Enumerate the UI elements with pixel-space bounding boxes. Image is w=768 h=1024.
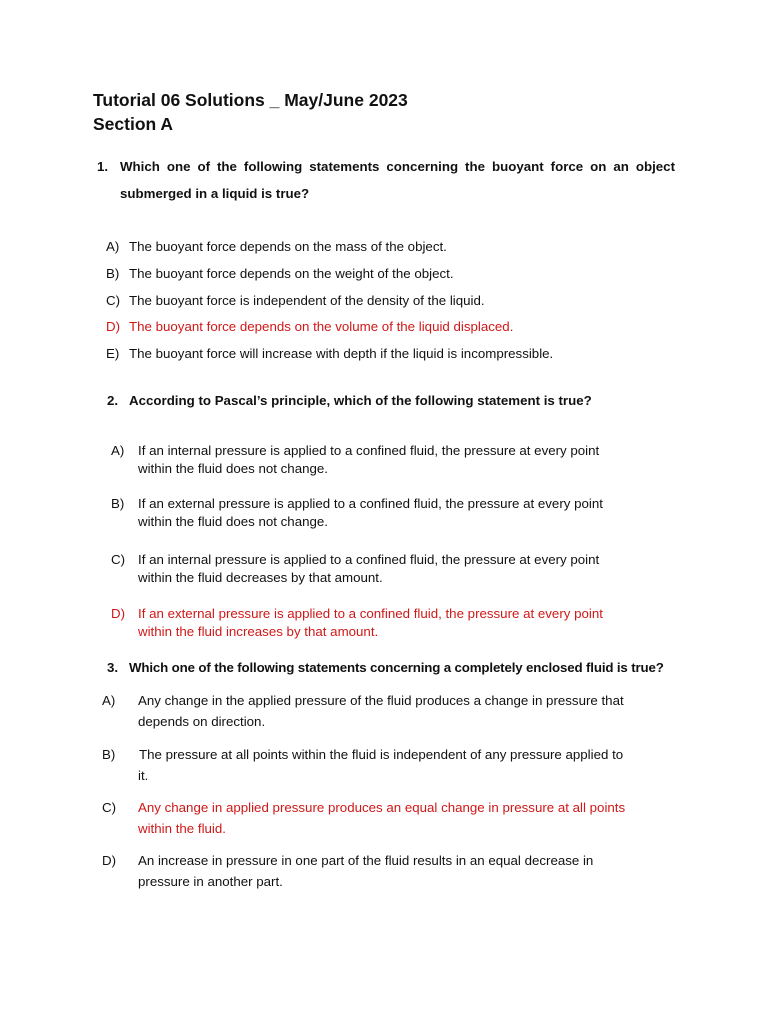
option-text-line: pressure in another part. — [138, 874, 283, 889]
option-letter: D) — [102, 853, 117, 868]
option-letter: D) — [111, 606, 126, 621]
option-text-line: If an internal pressure is applied to a confined fluid, the pressure at every point — [138, 552, 600, 567]
section-heading: Section A — [93, 114, 174, 134]
option-letter: A) — [106, 239, 120, 254]
option-text-line: within the fluid increases by that amount. — [138, 624, 379, 639]
option-text-line: Any change in applied pressure produces an equal change in pressure at all points — [138, 800, 626, 815]
option-text-line: An increase in pressure in one part of the fluid results in an equal decrease in — [138, 853, 594, 868]
question-2-prompt — [107, 393, 677, 413]
option-letter: A) — [102, 693, 116, 708]
option-text-line: Any change in the applied pressure of the fluid produces a change in pressure that — [138, 693, 624, 708]
option-letter: A) — [111, 443, 125, 458]
option-text-line: within the fluid does not change. — [138, 514, 328, 529]
question-1-prompt — [97, 159, 675, 209]
option-letter: B) — [102, 747, 116, 762]
question-3-prompt — [107, 660, 677, 680]
option-text-line: The pressure at all points within the fluid is independent of any pressure applied to — [139, 747, 624, 762]
option-letter: B) — [106, 266, 120, 281]
question-number: 3. — [107, 660, 119, 675]
option-text: The buoyant force will increase with depth if the liquid is incompressible. — [129, 346, 554, 361]
option-text-line: If an external pressure is applied to a confined fluid, the pressure at every point — [138, 606, 603, 621]
option-text: The buoyant force depends on the mass of the object. — [129, 239, 447, 254]
option-text: The buoyant force depends on the weight of the object. — [129, 266, 454, 281]
option-letter: C) — [111, 552, 126, 567]
option-text-line: If an external pressure is applied to a confined fluid, the pressure at every point — [138, 496, 603, 511]
option-letter: C) — [106, 293, 121, 308]
question-number: 2. — [107, 393, 119, 408]
option-text: The buoyant force depends on the volume of the liquid displaced. — [129, 319, 514, 334]
document-title: Tutorial 06 Solutions _ May/June 2023 — [93, 90, 408, 110]
option-text-line: If an internal pressure is applied to a confined fluid, the pressure at every point — [138, 443, 600, 458]
option-letter: C) — [102, 800, 117, 815]
option-letter: B) — [111, 496, 125, 511]
question-text-line: Which one of the following statements concerning the buoyant force on an object — [120, 159, 675, 174]
question-number: 1. — [97, 159, 109, 174]
option-text-line: it. — [138, 768, 149, 783]
option-text-line: within the fluid decreases by that amount. — [138, 570, 383, 585]
question-text-line: submerged in a liquid is true? — [120, 186, 310, 201]
option-text-line: within the fluid does not change. — [138, 461, 328, 476]
question-text-line: According to Pascal’s principle, which of the following statement is true? — [129, 393, 592, 408]
question-text-line: Which one of the following statements concerning a completely enclosed fluid is true? — [129, 660, 664, 675]
option-text-line: within the fluid. — [138, 821, 226, 836]
option-text: The buoyant force is independent of the density of the liquid. — [129, 293, 485, 308]
option-text-line: depends on direction. — [138, 714, 266, 729]
option-letter: E) — [106, 346, 120, 361]
option-letter: D) — [106, 319, 121, 334]
